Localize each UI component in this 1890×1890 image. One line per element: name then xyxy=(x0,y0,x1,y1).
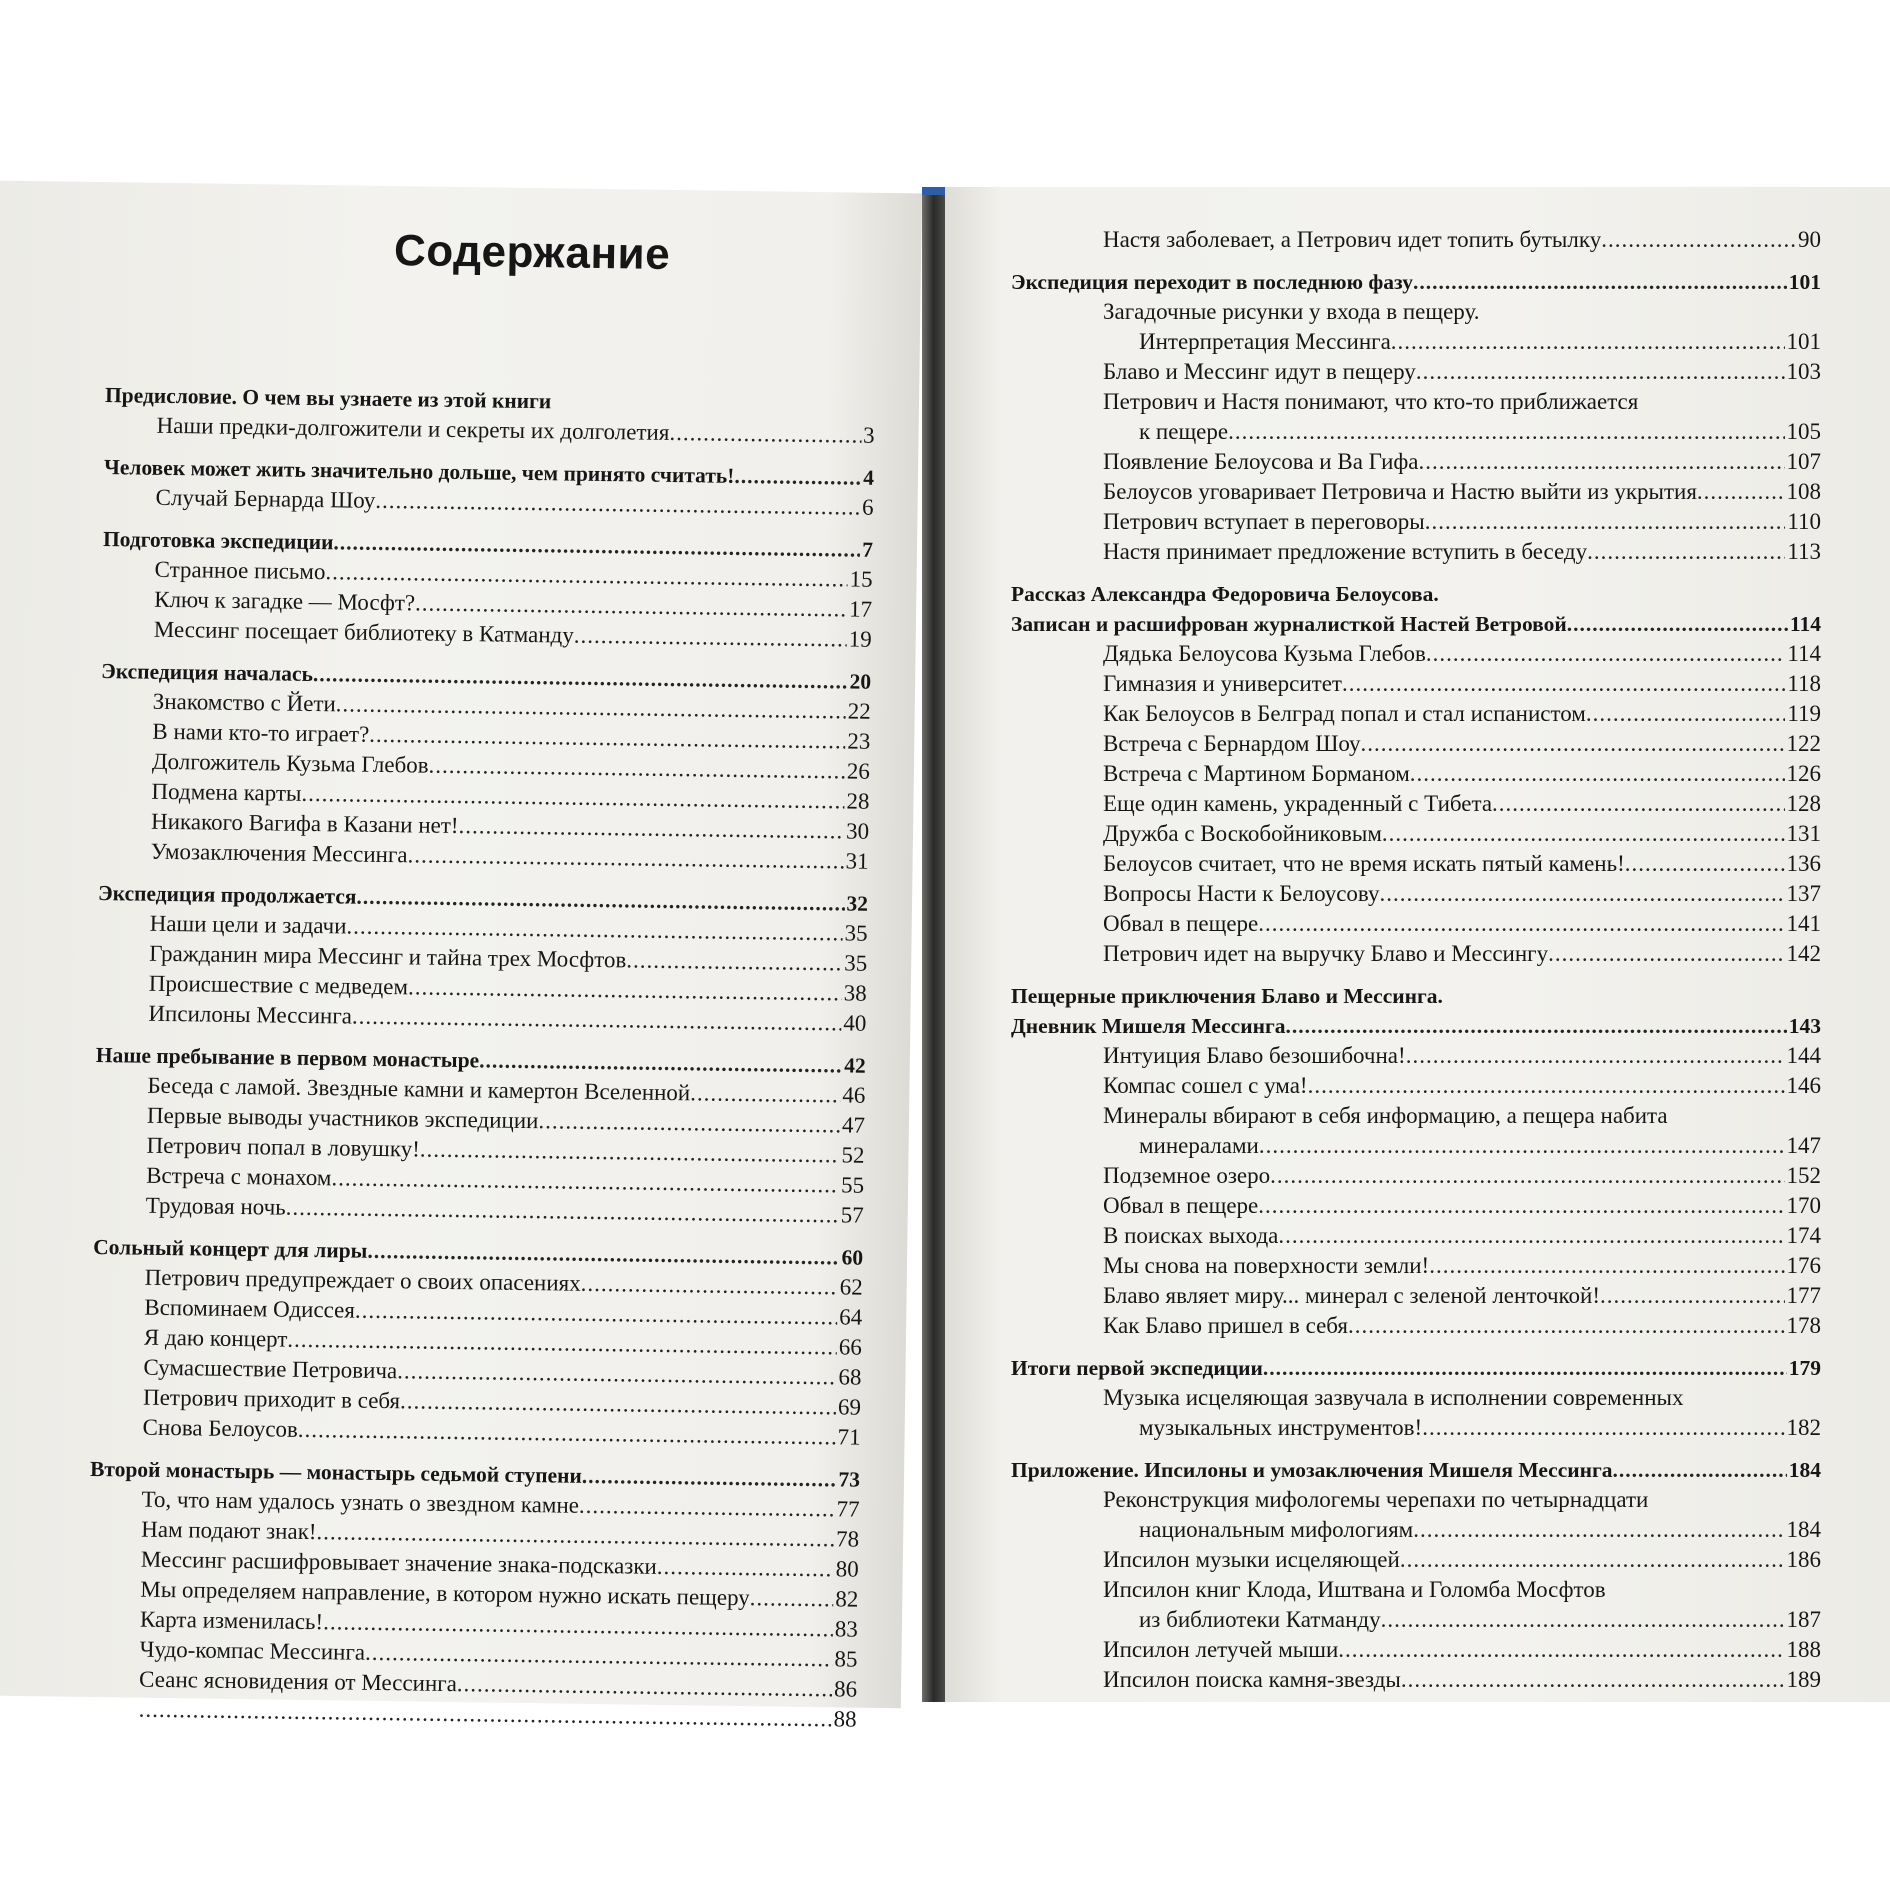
toc-page-number: 114 xyxy=(1787,641,1821,666)
toc-entry-title: из библиотеки Катманду xyxy=(1139,1607,1381,1632)
toc-entry-title: Интерпретация Мессинга xyxy=(1139,329,1391,354)
toc-page-number: 131 xyxy=(1786,821,1821,846)
toc-page-number: 71 xyxy=(837,1424,861,1450)
toc-entry xyxy=(1011,849,1821,879)
toc-page-number: 62 xyxy=(839,1274,863,1300)
toc-entry-title: Гражданин мира Мессинг и тайна трех Мосфтов xyxy=(149,940,627,973)
toc-leader-dots xyxy=(1413,267,1787,297)
toc-entry-title: Я даю концерт xyxy=(143,1324,288,1352)
toc-page-number: 122 xyxy=(1786,731,1821,756)
toc-entry-title: Встреча с Мартином Борманом xyxy=(1103,761,1410,786)
toc-page-number: 22 xyxy=(847,698,871,724)
toc-entry xyxy=(1011,879,1821,909)
toc-entry-title: Первые выводы участников экспедиции xyxy=(146,1102,539,1134)
toc-entry xyxy=(1011,1665,1821,1695)
toc-page-number: 142 xyxy=(1786,941,1821,966)
toc-entry-title: Еще один камень, украденный с Тибета xyxy=(1103,791,1493,816)
toc-entry-title: Ипсилон музыки исцеляющей xyxy=(1103,1547,1400,1572)
toc-leader-dots xyxy=(1422,1413,1784,1443)
toc-page-number: 82 xyxy=(835,1586,859,1612)
toc-page-number: 68 xyxy=(838,1364,862,1390)
toc-entry-title: Наши цели и задачи xyxy=(149,910,347,939)
toc-leader-dots xyxy=(669,418,861,451)
toc-entry xyxy=(1011,1161,1821,1191)
toc-section-heading xyxy=(1011,1011,1821,1041)
toc-leader-dots xyxy=(1600,1281,1784,1311)
toc-entry-title: Второй монастырь — монастырь седьмой ступени xyxy=(89,1456,583,1488)
toc-leader-dots xyxy=(574,621,847,655)
toc-leader-dots xyxy=(1338,1635,1784,1665)
toc-leader-dots xyxy=(1342,669,1785,699)
toc-leader-dots xyxy=(1429,1251,1784,1281)
toc-entry-title: Блаво являет миру... минерал с зеленой ленточкой! xyxy=(1103,1283,1601,1308)
toc-list-left xyxy=(87,380,876,1735)
toc-leader-dots xyxy=(352,1002,842,1039)
left-page xyxy=(0,181,922,1732)
toc-entry xyxy=(1011,759,1821,789)
toc-page-number: 152 xyxy=(1786,1163,1821,1188)
toc-page-number: 66 xyxy=(838,1334,863,1360)
toc-leader-dots xyxy=(657,1552,834,1584)
toc-leader-dots xyxy=(298,1415,836,1453)
toc-entry-title: Белоусов уговаривает Петровича и Настю выйти из укрытия xyxy=(1103,479,1697,504)
toc-leader-dots xyxy=(1492,789,1784,819)
toc-leader-dots xyxy=(750,1583,834,1614)
toc-entry xyxy=(1011,1515,1821,1545)
toc-page-number: 69 xyxy=(837,1394,862,1420)
toc-entry xyxy=(1011,327,1821,357)
toc-entry xyxy=(1011,639,1821,669)
toc-entry-title: Подмена карты xyxy=(151,778,302,806)
toc-entry-title: Как Блаво пришел в себя xyxy=(1103,1313,1348,1338)
toc-leader-dots xyxy=(1548,939,1784,969)
toc-page-number: 101 xyxy=(1786,329,1821,354)
toc-entry-title: Как Белоусов в Белград попал и стал испанистом xyxy=(1103,701,1586,726)
toc-page-number: 188 xyxy=(1786,1637,1821,1662)
toc-leader-dots xyxy=(1286,1011,1787,1041)
toc-leader-dots xyxy=(1419,447,1785,477)
toc-entry-title: Ключ к загадке — Мосфт? xyxy=(154,586,416,616)
toc-page-number: 30 xyxy=(845,818,870,844)
toc-entry xyxy=(1011,819,1821,849)
toc-entry-title: Мы определяем направление, в котором нужно искать пещеру xyxy=(140,1576,750,1611)
toc-entry-title: Наше пребывание в первом монастыре xyxy=(95,1042,480,1073)
toc-page-number: 6 xyxy=(861,494,874,520)
toc-entry-title: В нами кто-то играет? xyxy=(152,718,370,747)
toc-entry xyxy=(1011,387,1821,417)
toc-page-number: 119 xyxy=(1787,701,1821,726)
toc-page-number: 179 xyxy=(1788,1356,1821,1380)
toc-entry-title: Вопросы Насти к Белоусову xyxy=(1103,881,1380,906)
toc-entry xyxy=(1011,417,1821,447)
toc-leader-dots xyxy=(1258,1191,1784,1221)
toc-leader-dots xyxy=(690,1078,841,1110)
toc-leader-dots xyxy=(1382,819,1785,849)
toc-entry-title: Предисловие. О чем вы узнаете из этой книги xyxy=(104,383,552,414)
toc-page-number: 90 xyxy=(1798,227,1821,252)
toc-page-number: 187 xyxy=(1786,1607,1821,1632)
toc-leader-dots xyxy=(582,1461,837,1495)
toc-entry-title: Загадочные рисунки у входа в пещеру. xyxy=(1103,299,1480,324)
toc-page-number: 85 xyxy=(834,1646,858,1672)
toc-page-number: 108 xyxy=(1786,479,1821,504)
toc-entry-title: Вспоминаем Одиссея xyxy=(144,1294,356,1323)
toc-section-heading xyxy=(1011,981,1821,1011)
toc-page-number: 136 xyxy=(1786,851,1821,876)
toc-entry xyxy=(1011,297,1821,327)
toc-entry-title: Обвал в пещере xyxy=(1103,911,1259,936)
toc-page-number: 144 xyxy=(1786,1043,1821,1068)
toc-entry-title: Сеанс ясновидения от Мессинга xyxy=(138,1666,458,1697)
toc-leader-dots xyxy=(1381,1605,1785,1635)
toc-page-number: 80 xyxy=(835,1556,859,1582)
toc-section-heading xyxy=(1011,1455,1821,1485)
toc-entry xyxy=(1011,1221,1821,1251)
right-page xyxy=(945,187,1890,1702)
toc-page-number: 47 xyxy=(841,1112,866,1138)
toc-leader-dots xyxy=(1400,1545,1785,1575)
toc-page-number: 35 xyxy=(844,920,868,946)
toc-entry-title: Трудовая ночь xyxy=(145,1192,286,1220)
toc-leader-dots xyxy=(1426,639,1786,669)
toc-entry-title: Подготовка экспедиции xyxy=(102,527,334,555)
toc-page-number: 52 xyxy=(841,1142,865,1168)
toc-entry xyxy=(1011,537,1821,567)
toc-leader-dots xyxy=(626,945,842,978)
toc-entry-title: Сумасшествие Петровича xyxy=(143,1354,398,1384)
toc-entry xyxy=(1011,1071,1821,1101)
toc-page-number: 42 xyxy=(844,1053,866,1078)
toc-page-number: 174 xyxy=(1786,1223,1821,1248)
toc-entry xyxy=(1011,1383,1821,1413)
toc-entry xyxy=(1011,477,1821,507)
toc-entry-title: То, что нам удалось узнать о звездном камне xyxy=(141,1486,580,1518)
toc-entry-title: национальным мифологиям xyxy=(1139,1517,1414,1542)
toc-entry-title: Дневник Мишеля Мессинга xyxy=(1011,1014,1286,1038)
toc-entry-title: Умозаключения Мессинга xyxy=(150,838,408,868)
toc-page-number: 137 xyxy=(1786,881,1821,906)
toc-entry-title: музыкальных инструментов! xyxy=(1139,1415,1423,1440)
toc-entry xyxy=(1011,1191,1821,1221)
toc-page-number: 64 xyxy=(839,1304,863,1330)
toc-entry xyxy=(1011,1545,1821,1575)
toc-section-heading xyxy=(1011,579,1821,609)
toc-leader-dots xyxy=(1613,1455,1787,1485)
toc-entry-title: Блаво и Мессинг идут в пещеру xyxy=(1103,359,1416,384)
toc-entry-title: Компас сошел с ума! xyxy=(1103,1073,1308,1098)
toc-page-number: 83 xyxy=(834,1616,859,1642)
toc-entry-title: Обвал в пещере xyxy=(1103,1193,1259,1218)
toc-leader-dots xyxy=(407,840,843,876)
toc-page-number: 107 xyxy=(1786,449,1821,474)
toc-entry xyxy=(1011,1251,1821,1281)
toc-entry-title: Гимназия и университет xyxy=(1103,671,1342,696)
toc-page-number: 113 xyxy=(1787,539,1821,564)
toc-entry-title: к пещере xyxy=(1139,419,1229,444)
toc-leader-dots xyxy=(1567,609,1788,639)
toc-page-number: 32 xyxy=(846,891,869,916)
toc-page-number: 178 xyxy=(1786,1313,1821,1338)
toc-entry xyxy=(1011,225,1821,255)
toc-page-number: 40 xyxy=(843,1010,867,1036)
toc-entry-title: Мессинг посещает библиотеку в Катманду xyxy=(153,616,575,648)
toc-page-number: 176 xyxy=(1786,1253,1821,1278)
toc-page-number: 146 xyxy=(1786,1073,1821,1098)
toc-entry xyxy=(1011,909,1821,939)
toc-page-number: 110 xyxy=(1787,509,1821,534)
toc-page-number: 46 xyxy=(842,1082,866,1108)
toc-page-number: 19 xyxy=(848,626,872,652)
toc-entry-title: Знакомство с Йети xyxy=(152,688,336,717)
toc-entry-title: Чудо-компас Мессинга xyxy=(139,1636,366,1665)
toc-entry-title: Нам подают знак! xyxy=(141,1516,317,1545)
toc-entry-title: Музыка исцеляющая зазвучала в исполнении современных xyxy=(1103,1385,1684,1410)
toc-page-number: 55 xyxy=(840,1172,865,1198)
toc-entry-title: Рассказ Александра Федоровича Белоусова. xyxy=(1011,582,1439,606)
toc-leader-dots xyxy=(1697,477,1785,507)
toc-entry-title: Пещерные приключения Блаво и Мессинга. xyxy=(1011,984,1443,1008)
toc-page-number: 101 xyxy=(1788,270,1821,294)
toc-leader-dots xyxy=(538,1106,840,1140)
toc-entry-title: Встреча с монахом xyxy=(145,1162,332,1191)
toc-page-number: 141 xyxy=(1786,911,1821,936)
toc-entry-title: Сольный концерт для лиры xyxy=(92,1234,368,1263)
toc-entry-title: Ипсилон летучей мыши xyxy=(1103,1637,1339,1662)
toc-entry xyxy=(1011,789,1821,819)
toc-entry-title: Экспедиция началась xyxy=(101,659,314,686)
toc-entry-title: Дядька Белоусова Кузьма Глебов xyxy=(1103,641,1426,666)
toc-entry xyxy=(1011,1131,1821,1161)
toc-page-number: 78 xyxy=(835,1526,860,1552)
toc-page-number: 23 xyxy=(847,728,871,754)
toc-page-number: 4 xyxy=(863,465,875,490)
toc-page-number: 86 xyxy=(833,1676,858,1702)
toc-page-number: 60 xyxy=(841,1245,864,1270)
toc-entry-title: Белоусов считает, что не время искать пятый камень! xyxy=(1103,851,1625,876)
book-spread xyxy=(0,187,1890,1732)
toc-page-number: 103 xyxy=(1786,359,1821,384)
toc-page-number: 26 xyxy=(846,758,871,784)
toc-entry-title: Реконструкция мифологемы черепахи по четырнадцати xyxy=(1103,1487,1649,1512)
toc-page-number: 17 xyxy=(848,596,873,622)
toc-page-number: 170 xyxy=(1786,1193,1821,1218)
toc-leader-dots xyxy=(581,1269,838,1303)
toc-entry-title: Дружба с Воскобойниковым xyxy=(1103,821,1382,846)
toc-entry-title: Человек может жить значительно дольше, чем принято считать! xyxy=(103,455,735,488)
toc-leader-dots xyxy=(1416,357,1785,387)
toc-entry-title: Записан и расшифрован журналисткой Настей Ветровой xyxy=(1011,612,1567,636)
toc-entry-title: Снова Белоусов xyxy=(142,1414,299,1442)
toc-leader-dots xyxy=(1348,1311,1785,1341)
toc-entry-title: Наши предки-долгожители и секреты их долголетия xyxy=(156,412,670,445)
toc-entry-title: Случай Бернарда Шоу xyxy=(155,484,376,513)
book-gutter xyxy=(922,187,945,1702)
toc-page-number: 126 xyxy=(1786,761,1821,786)
toc-leader-dots xyxy=(1278,1221,1784,1251)
toc-entry xyxy=(1011,1605,1821,1635)
toc-entry-title: Петрович предупреждает о своих опасениях xyxy=(144,1264,581,1296)
toc-leader-dots xyxy=(1413,1515,1784,1545)
toc-entry-title: Петрович идет на выручку Блаво и Мессингу xyxy=(1103,941,1549,966)
toc-entry xyxy=(1011,939,1821,969)
toc-page-number: 88 xyxy=(833,1706,857,1732)
toc-entry xyxy=(1011,507,1821,537)
toc-page-number: 57 xyxy=(840,1202,864,1228)
toc-page-number: 147 xyxy=(1786,1133,1821,1158)
toc-leader-dots xyxy=(1601,225,1796,255)
toc-entry xyxy=(1011,1485,1821,1515)
toc-leader-dots xyxy=(1391,327,1785,357)
toc-entry-title: Карта изменилась! xyxy=(139,1606,324,1635)
toc-page-number: 177 xyxy=(1786,1283,1821,1308)
toc-entry-title: минералами xyxy=(1139,1133,1259,1158)
toc-leader-dots xyxy=(1625,849,1785,879)
page-title: Содержание xyxy=(393,226,671,279)
toc-entry xyxy=(1011,699,1821,729)
toc-entry-title: Происшествие с медведем xyxy=(148,970,409,1000)
toc-entry xyxy=(1011,1101,1821,1131)
toc-page-number: 28 xyxy=(846,788,870,814)
toc-entry-title: Интуиция Блаво безошибочна! xyxy=(1103,1043,1406,1068)
toc-page-number: 15 xyxy=(849,566,873,592)
toc-section-heading xyxy=(1011,1353,1821,1383)
toc-leader-dots xyxy=(1380,879,1785,909)
toc-entry xyxy=(1011,1311,1821,1341)
toc-leader-dots xyxy=(1258,909,1784,939)
toc-entry xyxy=(1011,1413,1821,1443)
toc-entry-title: Никакого Вагифа в Казани нет! xyxy=(150,808,459,839)
toc-page-number: 184 xyxy=(1788,1458,1821,1482)
toc-entry-title: Итоги первой экспедиции xyxy=(1011,1356,1263,1380)
toc-page-number: 114 xyxy=(1789,612,1821,636)
toc-entry-title: Подземное озеро xyxy=(1103,1163,1271,1188)
toc-page-number: 20 xyxy=(849,669,872,694)
toc-entry xyxy=(1011,357,1821,387)
toc-page-number: 7 xyxy=(862,537,874,562)
toc-page-number: 77 xyxy=(836,1496,860,1522)
toc-leader-dots xyxy=(1228,417,1784,447)
toc-leader-dots xyxy=(1587,537,1785,567)
toc-entry-title: Ипсилон поиска камня-звезды xyxy=(1103,1667,1401,1692)
toc-entry-title: Ипсилон книг Клода, Иштвана и Голомба Мосфтов xyxy=(1103,1577,1606,1602)
toc-entry-title: В поисках выхода xyxy=(1103,1223,1279,1248)
toc-entry xyxy=(1011,1635,1821,1665)
toc-entry xyxy=(1011,669,1821,699)
toc-page-number: 31 xyxy=(845,848,869,874)
toc-entry xyxy=(1011,1575,1821,1605)
toc-entry-title: Встреча с Бернардом Шоу xyxy=(1103,731,1361,756)
toc-page-number: 73 xyxy=(838,1467,861,1492)
toc-entry-title: Долгожитель Кузьма Глебов xyxy=(151,748,429,778)
toc-entry-title: Мессинг расшифровывает значение знака-подсказки xyxy=(140,1546,657,1579)
toc-leader-dots xyxy=(1270,1161,1784,1191)
toc-entry-title: Петрович и Настя понимают, что кто-то приближается xyxy=(1103,389,1639,414)
toc-leader-dots xyxy=(1259,1131,1785,1161)
toc-entry xyxy=(1011,1281,1821,1311)
toc-leader-dots xyxy=(375,486,860,523)
toc-leader-dots xyxy=(1263,1353,1787,1383)
toc-entry-title: Приложение. Ипсилоны и умозаключения Мишеля Мессинга xyxy=(1011,1458,1613,1482)
toc-entry-title: Настя заболевает, а Петрович идет топить бутылку xyxy=(1103,227,1602,252)
toc-section-heading xyxy=(1011,267,1821,297)
toc-page-number: 105 xyxy=(1786,419,1821,444)
toc-entry-title: Странное письмо xyxy=(154,556,326,585)
toc-entry-title: Минералы вбирают в себя информацию, а пещера набита xyxy=(1103,1103,1668,1128)
toc-page-number: 186 xyxy=(1786,1547,1821,1572)
toc-entry-title: Ипсилоны Мессинга xyxy=(148,1000,353,1029)
toc-list-right xyxy=(1011,225,1821,1695)
toc-leader-dots xyxy=(1425,507,1786,537)
toc-page-number: 182 xyxy=(1786,1415,1821,1440)
toc-page-number: 184 xyxy=(1786,1517,1821,1542)
toc-entry-title: Беседа с ламой. Звездные камни и камертон Вселенной xyxy=(147,1072,691,1106)
toc-entry xyxy=(1011,447,1821,477)
toc-page-number: 38 xyxy=(843,980,867,1006)
toc-page-number: 143 xyxy=(1788,1014,1821,1038)
toc-leader-dots xyxy=(734,461,861,493)
toc-entry-title: Петрович вступает в переговоры xyxy=(1103,509,1425,534)
toc-leader-dots xyxy=(1308,1071,1785,1101)
toc-section-heading xyxy=(1011,609,1821,639)
toc-entry xyxy=(1011,1041,1821,1071)
toc-leader-dots xyxy=(579,1491,835,1525)
toc-entry-title: Экспедиция переходит в последнюю фазу xyxy=(1011,270,1413,294)
toc-leader-dots xyxy=(1586,699,1786,729)
toc-entry-title: Экспедиция продолжается xyxy=(97,881,357,909)
toc-leader-dots xyxy=(1361,729,1785,759)
toc-leader-dots xyxy=(1406,1041,1785,1071)
toc-page-number: 189 xyxy=(1786,1667,1821,1692)
toc-page-number: 118 xyxy=(1787,671,1821,696)
toc-leader-dots xyxy=(1401,1665,1785,1695)
toc-entry-title: Появление Белоусова и Ва Гифа xyxy=(1103,449,1419,474)
toc-entry-title: Петрович приходит в себя xyxy=(142,1384,401,1414)
toc-page-number: 3 xyxy=(862,422,875,448)
toc-leader-dots xyxy=(1410,759,1785,789)
toc-leader-dots xyxy=(286,1193,839,1231)
toc-entry-title: Мы снова на поверхности земли! xyxy=(1103,1253,1430,1278)
toc-entry xyxy=(1011,729,1821,759)
toc-page-number: 35 xyxy=(844,950,868,976)
toc-entry-title: Настя принимает предложение вступить в беседу xyxy=(1103,539,1588,564)
toc-entry-title: Петрович попал в ловушку! xyxy=(146,1132,421,1162)
toc-page-number: 128 xyxy=(1786,791,1821,816)
